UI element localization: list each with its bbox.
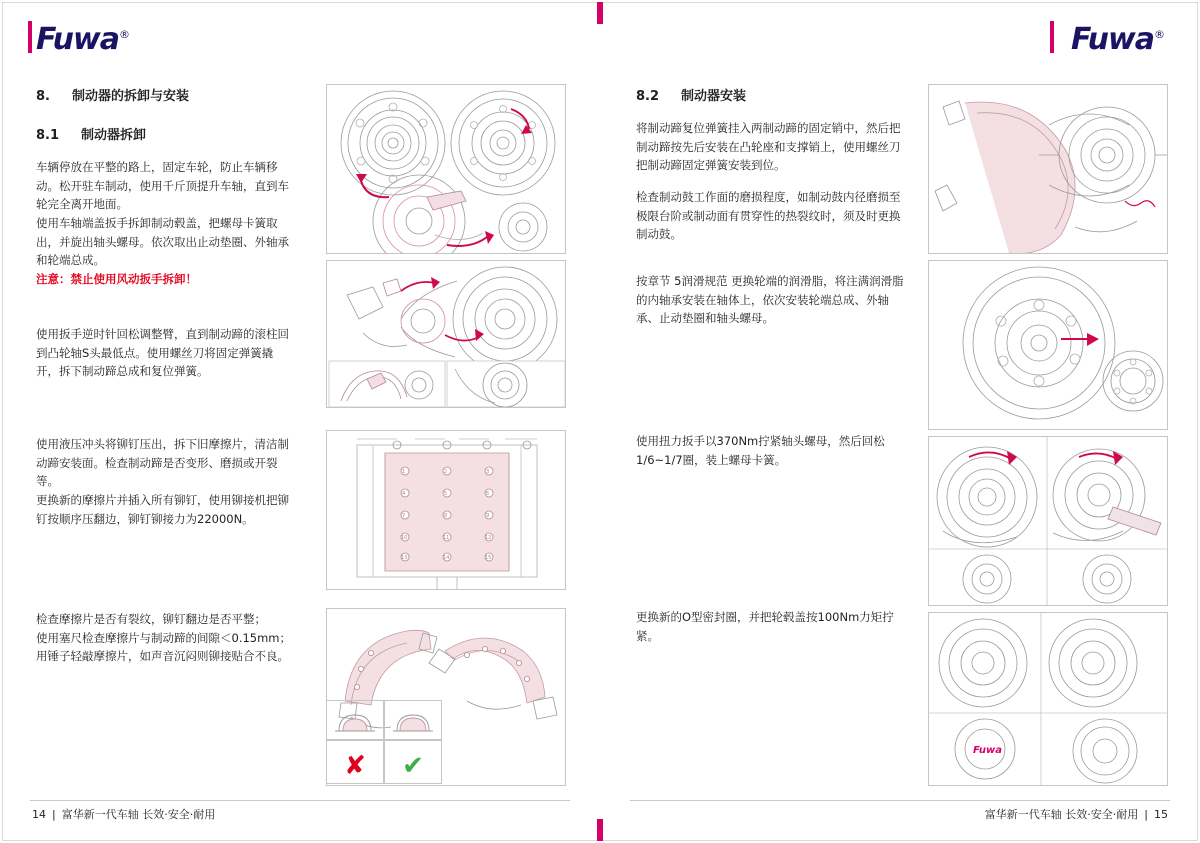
svg-text:4: 4 bbox=[402, 491, 406, 497]
judge-cell-bad-mark bbox=[326, 740, 384, 784]
subsection-number-82: 8.2 bbox=[636, 89, 660, 104]
spine-bar-top bbox=[597, 2, 603, 24]
footer-right-text: 富华新一代车轴 长效·安全·耐用 bbox=[984, 808, 1139, 821]
illustration-rivet-lining-pattern bbox=[326, 430, 566, 590]
paragraph-2: 使用扳手逆时针回松调整臂，直到制动蹄的滚柱回到凸轮轴S头最低点。使用螺丝刀将固定弹簧撬开，拆下制动蹄总成和复位弹簧。 bbox=[36, 327, 289, 379]
svg-text:14: 14 bbox=[443, 555, 450, 561]
logo-right bbox=[1071, 22, 1164, 57]
right-page-text-column bbox=[636, 86, 904, 175]
illustration-hub-cap-removal bbox=[326, 84, 566, 254]
lining-judgement-row bbox=[326, 700, 442, 740]
bad-mark: ✘ bbox=[344, 751, 366, 781]
footer-right-page-number: 15 bbox=[1154, 808, 1168, 821]
paragraph-4a: 检查摩擦片是否有裂纹，铆钉翻边是否平整； bbox=[36, 612, 266, 626]
logo-accent-bar-left bbox=[28, 21, 32, 53]
footer-right bbox=[985, 806, 1168, 822]
logo-right-text: Fuwa bbox=[1071, 22, 1154, 57]
svg-text:11: 11 bbox=[443, 535, 450, 541]
subsection-number: 8.1 bbox=[36, 128, 60, 144]
svg-text:10: 10 bbox=[401, 535, 408, 541]
judge-cell-bad-diagram bbox=[326, 700, 384, 740]
footer-left-page-number: 14 bbox=[32, 808, 46, 821]
illustration-drum-wear-inspection bbox=[928, 260, 1168, 430]
logo-left bbox=[36, 22, 129, 57]
judge-cell-good-diagram bbox=[384, 700, 442, 740]
logo-left-text: Fuwa bbox=[36, 22, 119, 57]
svg-text:1: 1 bbox=[402, 469, 406, 475]
right-paragraph-4-wrap bbox=[636, 432, 904, 469]
subsection-heading bbox=[36, 125, 294, 146]
svg-text:3: 3 bbox=[486, 469, 490, 475]
footer-right-separator: | bbox=[1144, 808, 1148, 821]
section-number: 8. bbox=[36, 89, 50, 104]
right-paragraph-5-wrap bbox=[636, 608, 904, 645]
subsection-title: 制动器拆卸 bbox=[81, 128, 147, 144]
judge-cell-good-mark bbox=[384, 740, 442, 784]
footer-left-text: 富华新一代车轴 长效·安全·耐用 bbox=[61, 808, 216, 821]
paragraph-3b: 更换新的摩擦片并插入所有铆钉，使用铆接机把铆钉按顺序压翻边，铆钉铆接力为22000N。 bbox=[36, 492, 289, 526]
left-page-text-column bbox=[36, 86, 294, 288]
right-paragraph-2: 检查制动鼓工作面的磨损程度，如制动鼓内径磨损至极限台阶或制动面有贯穿性的热裂纹时，须及时更换制动鼓。 bbox=[636, 190, 901, 242]
svg-text:15: 15 bbox=[485, 555, 492, 561]
right-paragraph-4: 使用扭力扳手以370Nm拧紧轴头螺母，然后回松1/6~1/7圈，装上螺母卡簧。 bbox=[636, 434, 885, 467]
svg-text:2: 2 bbox=[444, 469, 448, 475]
left-paragraph-3 bbox=[36, 435, 294, 528]
logo-left-registered: ® bbox=[118, 28, 129, 41]
right-paragraph-3: 按章节 5润滑规范 更换轮端的润滑脂，将注满润滑脂的内轴承安装在轴体上，依次安装轮端总成、外轴承、止动垫圈和轴头螺母。 bbox=[636, 274, 904, 326]
warning-text: 注意：禁止使用风动扳手拆卸！ bbox=[36, 271, 197, 286]
good-mark: ✔ bbox=[402, 751, 424, 781]
logo-accent-bar-right bbox=[1050, 21, 1054, 53]
svg-text:7: 7 bbox=[402, 513, 406, 519]
illustration-axle-nut-torque bbox=[928, 436, 1168, 606]
subsection-title-82: 制动器安装 bbox=[681, 89, 747, 104]
svg-text:9: 9 bbox=[486, 513, 490, 519]
footer-rule-right bbox=[630, 800, 1170, 801]
section-heading bbox=[36, 86, 294, 107]
logo-right-registered: ® bbox=[1154, 28, 1164, 41]
subsection-heading-82 bbox=[636, 86, 904, 107]
lining-judgement-marks bbox=[326, 740, 442, 784]
right-paragraph-5: 更换新的O型密封圈，并把轮毂盖按100Nm力矩拧紧。 bbox=[636, 610, 894, 643]
footer-left bbox=[32, 806, 215, 822]
svg-text:5: 5 bbox=[444, 491, 448, 497]
right-paragraph-1: 将制动蹄复位弹簧挂入两制动蹄的固定销中，然后把制动蹄按先后安装在凸轮座和支撑销上，使用螺丝刀把制动蹄固定弹簧安装到位。 bbox=[636, 121, 901, 173]
section-title: 制动器的拆卸与安装 bbox=[71, 89, 189, 104]
left-paragraph-2 bbox=[36, 325, 294, 381]
svg-text:Fuwa: Fuwa bbox=[973, 745, 1002, 756]
right-paragraph-3-wrap bbox=[636, 272, 904, 328]
svg-text:13: 13 bbox=[401, 555, 408, 561]
right-paragraph-2-wrap bbox=[636, 188, 904, 244]
svg-text:6: 6 bbox=[486, 491, 490, 497]
paragraph-4c: 用锤子轻敲摩擦片，如声音沉闷则铆接贴合不良。 bbox=[36, 649, 289, 664]
illustration-brake-shoe-removal bbox=[326, 260, 566, 408]
paragraph-1a: 车辆停放在平整的路上，固定车轮，防止车辆移动。松开驻车制动，使用千斤顶提升车轴，直到车轮完全离开地面。 bbox=[36, 160, 289, 212]
paragraph-4b: 使用塞尺检查摩擦片与制动蹄的间隙＜0.15mm； bbox=[36, 630, 292, 645]
spine-bar-bottom bbox=[597, 819, 603, 841]
paragraph-1b: 使用车轴端盖扳手拆卸制动毂盖，把螺母卡簧取出，并旋出轴头螺母。依次取出止动垫圈、外轴承和轮端总成。 bbox=[36, 215, 289, 268]
svg-text:8: 8 bbox=[444, 513, 448, 519]
footer-left-separator: | bbox=[52, 808, 56, 821]
svg-text:12: 12 bbox=[485, 535, 492, 541]
illustration-hub-cap-install bbox=[928, 612, 1168, 786]
left-paragraph-4 bbox=[36, 610, 304, 666]
footer-rule-left bbox=[30, 800, 570, 801]
illustration-brake-assembly-install bbox=[928, 84, 1168, 254]
paragraph-3a: 使用液压冲头将铆钉压出，拆下旧摩擦片，清洁制动蹄安装面。检查制动蹄是否变形、磨损或开裂等。 bbox=[36, 437, 289, 489]
